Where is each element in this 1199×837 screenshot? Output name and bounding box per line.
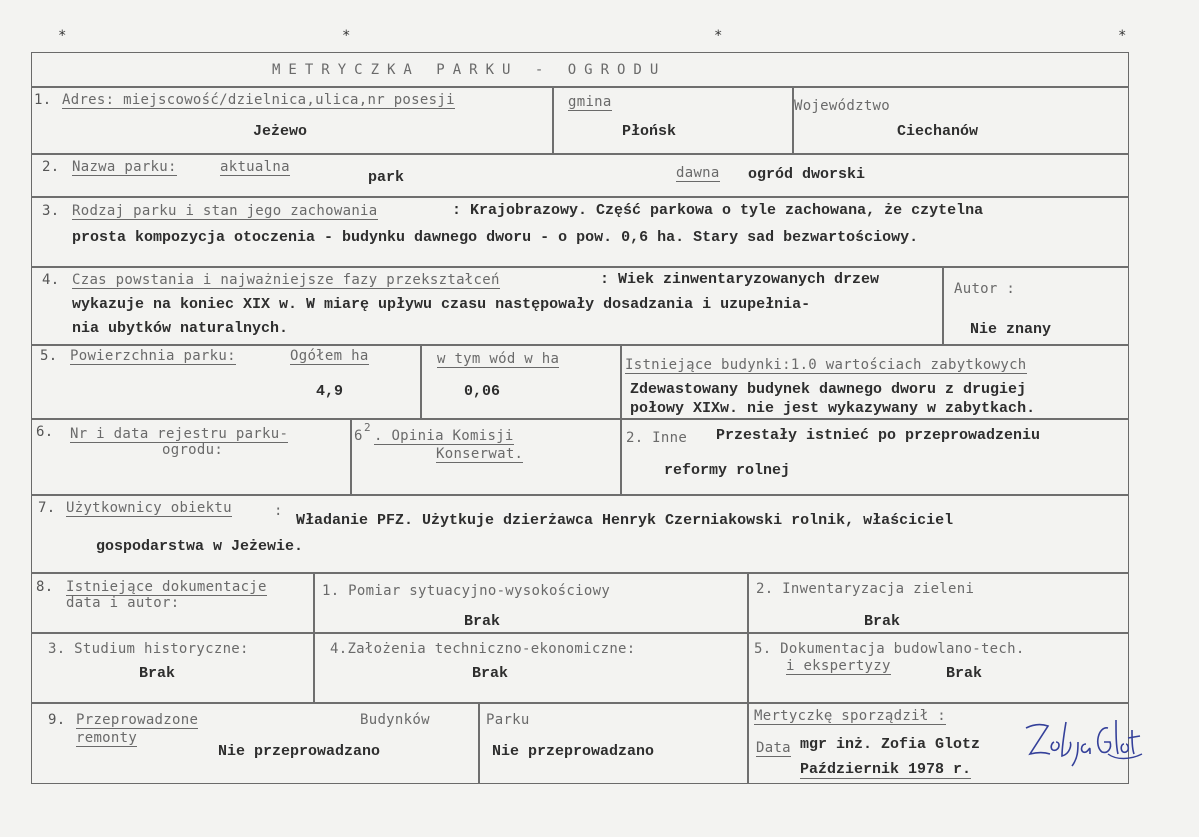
registration-mark: * <box>714 28 723 44</box>
construction-label: i ekspertyzy <box>786 658 891 674</box>
buildings-label: Istniejące budynki:1.0 wartościach zabytkowych <box>625 357 1027 373</box>
other-text: Przestały istnieć po przeprowadzeniu <box>716 427 1041 444</box>
park-repairs-label: Parku <box>486 712 530 728</box>
opinion-superscript: 2 <box>364 421 371 434</box>
historical-study-value: Brak <box>139 665 176 682</box>
register-label: ogrodu: <box>162 442 224 458</box>
history-text: wykazuje na koniec XIX w. W miarę upływu czasu następowały dosadzania i uzupełnia- <box>72 296 811 313</box>
field-number: 6. <box>36 424 54 440</box>
voivodeship-value: Ciechanów <box>897 123 979 140</box>
other-label: 2. Inne <box>626 430 688 446</box>
page-title: METRYCZKA PARKU - OGRODU <box>272 62 667 78</box>
rule <box>31 153 1129 155</box>
field-number: 2. <box>42 159 60 175</box>
rule <box>31 572 1129 574</box>
former-name-label: dawna <box>676 165 720 181</box>
greenery-value: Brak <box>864 613 901 630</box>
economic-label: 4.Założenia techniczno-ekonomiczne: <box>330 641 636 657</box>
field-number: 7. <box>38 500 56 516</box>
registration-mark: * <box>58 28 67 44</box>
documentation-label: Istniejące dokumentacje <box>66 579 267 595</box>
field-number: 8. <box>36 579 54 595</box>
gmina-label: gmina <box>568 94 612 110</box>
buildings-text: Zdewastowany budynek dawnego dworu z drugiej <box>630 381 1027 398</box>
construction-value: Brak <box>946 665 983 682</box>
park-type-text: : Krajobrazowy. Część parkowa o tyle zachowana, że czytelna <box>452 202 984 219</box>
historical-study-label: 3. Studium historyczne: <box>48 641 249 657</box>
current-name-value: park <box>368 169 405 186</box>
park-type-text: prosta kompozycja otoczenia - budynku dawnego dworu - o pow. 0,6 ha. Stary sad bezwartościowy. <box>72 229 919 246</box>
address-value: Jeżewo <box>253 123 308 140</box>
history-text: nia ubytków naturalnych. <box>72 320 289 337</box>
field-number: 4. <box>42 272 60 288</box>
date-value: Październik 1978 r. <box>800 761 972 778</box>
preparer-name: mgr inż. Zofia Glotz <box>800 736 981 753</box>
rule <box>942 266 944 344</box>
total-area-value: 4,9 <box>316 383 344 400</box>
rule <box>620 344 622 494</box>
opinion-label: . Opinia Komisji <box>374 428 514 444</box>
buildings-text: połowy XIXw. nie jest wykazywany w zabytkach. <box>630 400 1036 417</box>
register-label: Nr i data rejestru parku- <box>70 426 289 442</box>
documentation-label: data i autor: <box>66 595 180 611</box>
gmina-value: Płońsk <box>622 123 677 140</box>
history-text: : Wiek zinwentaryzowanych drzew <box>600 271 880 288</box>
voivodeship-label: Województwo <box>794 98 891 114</box>
field-number: 9. <box>48 712 66 728</box>
rule <box>31 86 1129 88</box>
rule <box>31 344 1129 346</box>
registration-mark: * <box>342 28 351 44</box>
rule <box>31 632 1129 634</box>
buildings-repairs-value: Nie przeprowadzano <box>218 743 381 760</box>
total-area-label: Ogółem ha <box>290 348 369 364</box>
water-area-label: w tym wód w ha <box>437 351 560 367</box>
greenery-label: 2. Inwentaryzacja zieleni <box>756 581 975 597</box>
rule <box>552 86 554 153</box>
current-name-label: aktualna <box>220 159 290 175</box>
rule <box>747 572 749 784</box>
registration-mark: * <box>1118 28 1127 44</box>
rule <box>31 494 1129 496</box>
rule <box>31 266 1129 268</box>
rule <box>792 86 794 153</box>
area-label: Powierzchnia parku: <box>70 348 236 364</box>
park-type-label: Rodzaj parku i stan jego zachowania <box>72 203 378 219</box>
rule <box>420 344 422 418</box>
buildings-repairs-label: Budynków <box>360 712 430 728</box>
author-value: Nie znany <box>970 321 1052 338</box>
field-number: 5. <box>40 348 58 364</box>
users-text: gospodarstwa w Jeżewie. <box>96 538 304 555</box>
author-label: Autor : <box>954 281 1016 297</box>
opinion-number: 6 <box>354 428 363 444</box>
history-label: Czas powstania i najważniejsze fazy przekształceń <box>72 272 500 288</box>
construction-label: 5. Dokumentacja budowlano-tech. <box>754 641 1025 657</box>
rule <box>350 418 352 494</box>
repairs-label: Przeprowadzone <box>76 712 199 728</box>
users-text: Władanie PFZ. Użytkuje dzierżawca Henryk Czerniakowski rolnik, właściciel <box>296 512 954 529</box>
economic-value: Brak <box>472 665 509 682</box>
rule <box>313 572 315 702</box>
water-area-value: 0,06 <box>464 383 501 400</box>
users-colon: : <box>274 503 283 519</box>
users-label: Użytkownicy obiektu <box>66 500 232 516</box>
opinion-label: Konserwat. <box>436 446 524 462</box>
other-text: reformy rolnej <box>664 462 791 479</box>
field-number: 3. <box>42 203 60 219</box>
park-name-label: Nazwa parku: <box>72 159 177 175</box>
survey-value: Brak <box>464 613 501 630</box>
rule <box>31 196 1129 198</box>
park-repairs-value: Nie przeprowadzano <box>492 743 655 760</box>
survey-label: 1. Pomiar sytuacyjno-wysokościowy <box>322 583 611 599</box>
prepared-by-label: Mertyczkę sporządził : <box>754 708 947 724</box>
rule <box>478 702 480 784</box>
address-label: Adres: miejscowość/dzielnica,ulica,nr posesji <box>62 92 455 108</box>
rule <box>31 418 1129 420</box>
rule <box>31 702 1129 704</box>
repairs-label: remonty <box>76 730 138 746</box>
former-name-value: ogród dworski <box>748 166 866 183</box>
date-label: Data <box>756 740 791 756</box>
field-number: 1. <box>34 92 52 108</box>
signature <box>1020 714 1145 774</box>
